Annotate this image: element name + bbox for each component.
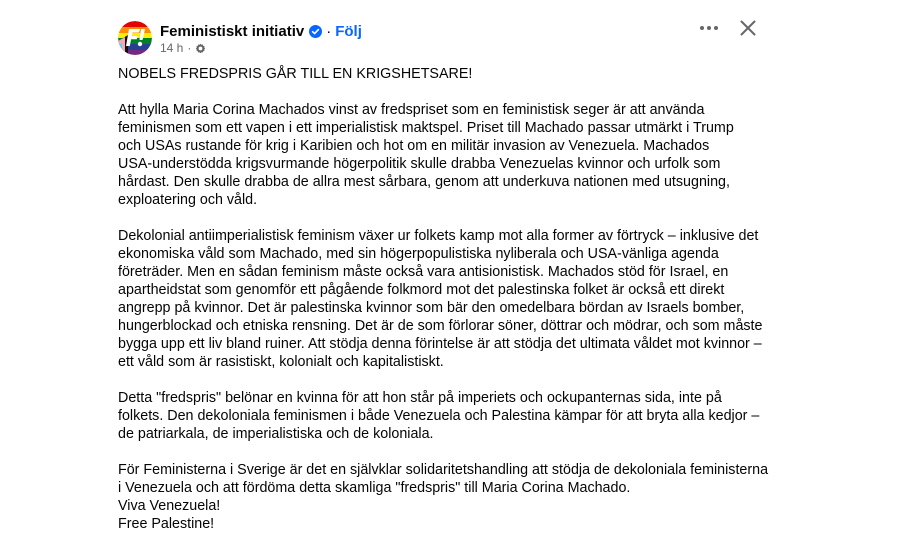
text-line: de patriarkala, de imperialistiska och de koloniala. bbox=[118, 426, 434, 442]
text-line: apartheidstat som genomför ett pågående folkmord mot det palestinska folket är också ett direkt bbox=[118, 282, 725, 298]
fi-logo-icon bbox=[118, 21, 152, 55]
post-paragraph bbox=[118, 227, 768, 371]
post-text bbox=[118, 65, 768, 533]
name-separator: · bbox=[326, 22, 332, 40]
verified-badge-icon bbox=[309, 25, 322, 38]
text-line: Free Palestine! bbox=[118, 516, 215, 532]
text-line: bygga upp ett liv bland ruiner. Att stödja denna förintelse är att stödja det ultimata våldet mot kvinnor – bbox=[118, 336, 762, 352]
follow-button[interactable]: Följ bbox=[335, 22, 362, 40]
more-options-icon[interactable] bbox=[698, 17, 720, 39]
text-line: ett våld som är rasistiskt, kolonialt och kapitalistiskt. bbox=[118, 354, 444, 370]
author-row bbox=[160, 21, 362, 41]
text-line: Att hylla Maria Corina Machados vinst av fredspriset som en feministisk seger är att använda bbox=[118, 102, 705, 118]
post-paragraph bbox=[118, 389, 768, 443]
post-paragraph bbox=[118, 65, 768, 83]
text-line: företräder. Men en sådan feminism måste också vara antisionistisk. Machados stöd för Israel, en bbox=[118, 264, 729, 280]
text-line: Dekolonial antiimperialistisk feminism växer ur folkets kamp mot alla former av förtryck – inklusive det bbox=[118, 228, 759, 244]
text-line: folkets. Den dekoloniala feminismen i både Venezuela och Palestina kämpar för att bryta alla kedjor – bbox=[118, 408, 760, 424]
post-paragraph bbox=[118, 101, 768, 209]
text-line: exploatering och våld. bbox=[118, 192, 258, 208]
text-line: NOBELS FREDSPRIS GÅR TILL EN KRIGSHETSARE! bbox=[118, 66, 473, 82]
text-line: Viva Venezuela! bbox=[118, 498, 221, 514]
text-line: hungerblockad och etniska rensning. Det är de som förlorar söner, döttrar och mödrar, och som måste bbox=[118, 318, 763, 334]
author-avatar[interactable] bbox=[118, 21, 152, 55]
post-paragraph bbox=[118, 461, 768, 533]
text-line: För Feministerna i Sverige är det en självklar solidaritetshandling att stödja de dekoloniala feministerna bbox=[118, 462, 769, 478]
author-name[interactable]: Feministiskt initiativ bbox=[160, 22, 305, 40]
meta-separator: · bbox=[187, 41, 192, 55]
text-line: angrepp på kvinnor. Det är palestinska kvinnor som bär den omedelbara bördan av Israels bomber, bbox=[118, 300, 745, 316]
close-icon[interactable] bbox=[737, 17, 759, 39]
public-gear-icon[interactable] bbox=[195, 43, 206, 54]
post-timestamp[interactable]: 14 h bbox=[160, 41, 184, 55]
text-line: Detta "fredspris" belönar en kvinna för att hon står på imperiets och ockupanternas sida, inte på bbox=[118, 390, 722, 406]
text-line: USA-understödda krigsvurmande högerpolitik skulle drabba Venezuelas kvinnor och urfolk som bbox=[118, 156, 721, 172]
text-line: ekonomiska våld som Machado, med sin högerpopulistiska nyliberala och USA-vänliga agenda bbox=[118, 246, 719, 262]
post-meta bbox=[160, 40, 206, 56]
text-line: och USAs rustande för krig i Karibien och hot om en militär invasion av Venezuela. Machados bbox=[118, 138, 710, 154]
text-line: i Venezuela och att fördöma detta skamliga "fredspris" till Maria Corina Machado. bbox=[118, 480, 631, 496]
text-line: hårdast. Den skulle drabba de allra mest sårbara, genom att underkuva nationen med utsugning, bbox=[118, 174, 730, 190]
text-line: feminismen som ett vapen i ett imperialistisk maktspel. Priset till Machado passar utmärkt i Trump bbox=[118, 120, 734, 136]
